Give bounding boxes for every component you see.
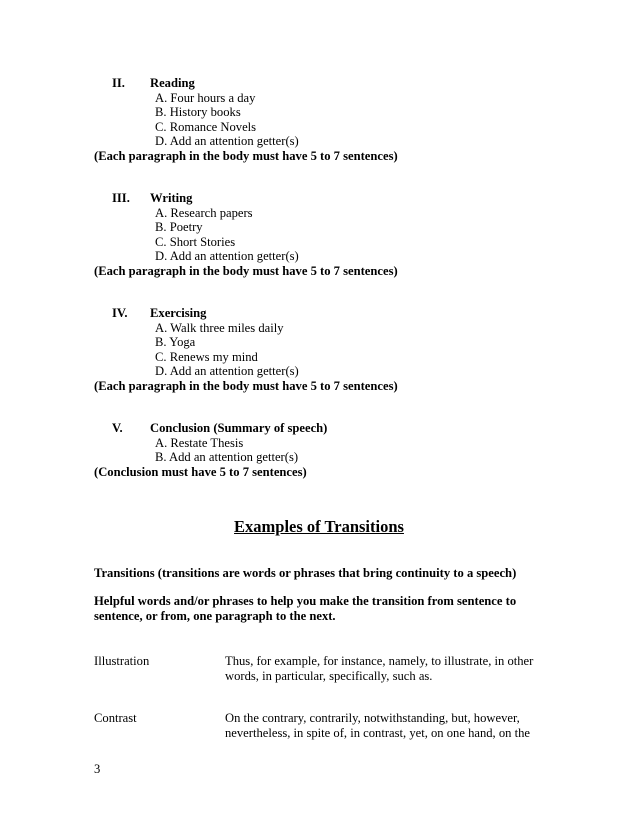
section-note: (Conclusion must have 5 to 7 sentences) [94,465,307,479]
section-numeral: V. [112,421,123,435]
outline-item: D. Add an attention getter(s) [155,249,299,263]
transition-definition: Thus, for example, for instance, namely, to illustrate, in other words, in particular, specifically, such as. [225,654,534,683]
section-title: Exercising [150,306,207,320]
transition-term: Contrast [94,711,137,725]
transitions-definition: Transitions (transitions are words or phrases that bring continuity to a speech) [94,566,517,580]
outline-item: A. Restate Thesis [155,436,244,450]
outline-item: A. Four hours a day [155,91,256,105]
outline-item: D. Add an attention getter(s) [155,134,299,148]
outline-item: A. Research papers [155,206,253,220]
outline-item: B. Poetry [155,220,203,234]
outline-item: C. Renews my mind [155,350,258,364]
page-number: 3 [94,762,101,776]
outline-item: B. Add an attention getter(s) [155,450,299,464]
section-title: Writing [150,191,193,205]
outline-item: B. History books [155,105,241,119]
transitions-helpful: Helpful words and/or phrases to help you make the transition from sentence to sentence, or from, one paragraph to the next. [94,594,517,623]
outline-item: C. Romance Novels [155,120,257,134]
section-note: (Each paragraph in the body must have 5 to 7 sentences) [94,379,398,393]
section-title: Conclusion (Summary of speech) [150,421,328,435]
section-title: Reading [150,76,195,90]
section-note: (Each paragraph in the body must have 5 to 7 sentences) [94,149,398,163]
transition-term: Illustration [94,654,150,668]
section-numeral: III. [112,191,130,205]
transition-definition: On the contrary, contrarily, notwithstanding, but, however, nevertheless, in spite of, in contrast, yet, on one hand, on the [225,711,530,740]
outline-item: D. Add an attention getter(s) [155,364,299,378]
section-numeral: IV. [112,306,128,320]
outline-item: B. Yoga [155,335,196,349]
transitions-heading: Examples of Transitions [234,517,404,536]
section-note: (Each paragraph in the body must have 5 to 7 sentences) [94,264,398,278]
outline-item: A. Walk three miles daily [155,321,284,335]
outline-item: C. Short Stories [155,235,236,249]
section-numeral: II. [112,76,125,90]
